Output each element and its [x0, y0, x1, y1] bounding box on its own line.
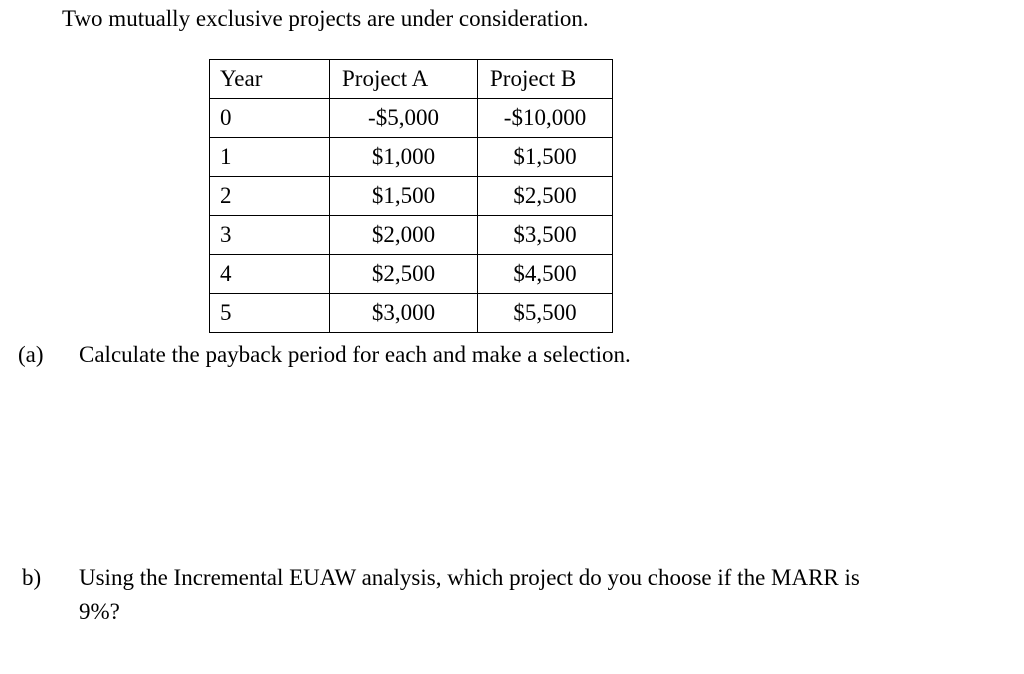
- cell-project-a: $1,500: [330, 177, 478, 216]
- cell-project-b: $4,500: [478, 255, 613, 294]
- question-b-text-line1: Using the Incremental EUAW analysis, which project do you choose if the MARR is: [79, 565, 860, 590]
- table-row: [210, 216, 613, 255]
- header-project-b: Project B: [478, 60, 613, 99]
- cell-project-b: $5,500: [478, 294, 613, 333]
- cell-project-a: $1,000: [330, 138, 478, 177]
- table-row: [210, 177, 613, 216]
- table-header-row: [210, 60, 613, 99]
- cell-year: 0: [210, 99, 330, 138]
- question-b-text-line2: 9%?: [79, 599, 120, 624]
- header-project-a: Project A: [330, 60, 478, 99]
- question-a-label: (a): [18, 342, 44, 367]
- cell-year: 2: [210, 177, 330, 216]
- question-a-text: Calculate the payback period for each and make a selection.: [79, 342, 631, 367]
- table-row: [210, 138, 613, 177]
- cell-year: 5: [210, 294, 330, 333]
- cell-project-a: $2,000: [330, 216, 478, 255]
- cell-project-b: $3,500: [478, 216, 613, 255]
- cell-project-a: -$5,000: [330, 99, 478, 138]
- table-row: [210, 294, 613, 333]
- cell-project-a: $2,500: [330, 255, 478, 294]
- cell-project-b: -$10,000: [478, 99, 613, 138]
- header-year: Year: [210, 60, 330, 99]
- question-b-label: b): [22, 565, 42, 590]
- cell-year: 1: [210, 138, 330, 177]
- cell-project-a: $3,000: [330, 294, 478, 333]
- intro-text: Two mutually exclusive projects are under consideration.: [62, 6, 589, 31]
- table-row: [210, 255, 613, 294]
- table-row: [210, 99, 613, 138]
- cash-flow-table: [209, 59, 613, 333]
- cell-year: 4: [210, 255, 330, 294]
- cell-project-b: $2,500: [478, 177, 613, 216]
- cell-project-b: $1,500: [478, 138, 613, 177]
- cell-year: 3: [210, 216, 330, 255]
